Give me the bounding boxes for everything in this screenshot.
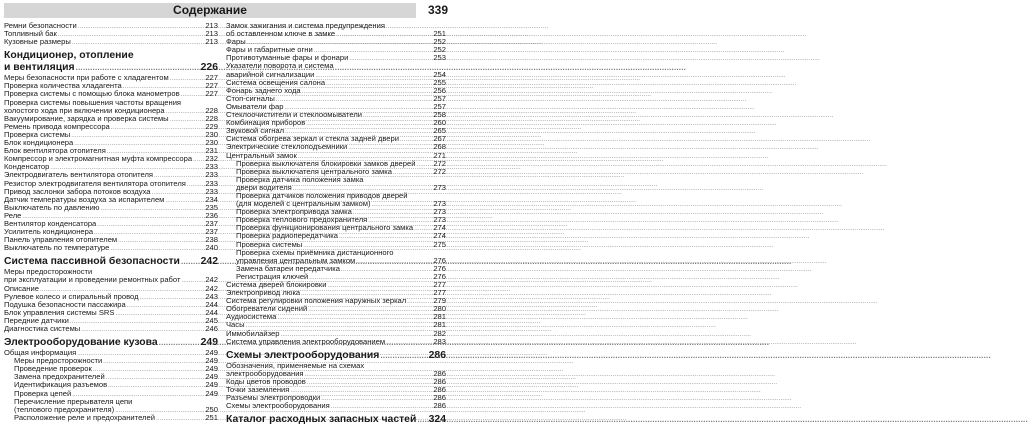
toc-entry-title: Точки заземления: [226, 385, 290, 395]
toc-leader-dots: [309, 274, 432, 282]
toc-entry-page: 242: [200, 256, 218, 268]
toc-entry-page: 251: [205, 412, 218, 422]
toc-entry-page: 229: [205, 121, 218, 131]
toc-entry-page: 286: [433, 385, 446, 395]
toc-entry-page: 286: [433, 401, 446, 411]
toc-entry-page: 286: [433, 368, 446, 378]
toc-leader-dots: [118, 237, 204, 245]
toc-entry-page: 279: [433, 296, 446, 306]
toc-entry-page: 234: [205, 194, 218, 204]
toc-leader-dots: [331, 403, 433, 411]
toc-entry-title: Противотуманные фары и фонари: [226, 53, 349, 63]
toc-entry-page: 249: [205, 364, 218, 374]
toc-entry-title: Проверка цепей: [14, 388, 72, 398]
toc-entry-title: Проверка датчика положения замка: [236, 174, 364, 184]
toc-entry-title: аварийной сигнализации: [226, 69, 315, 79]
toc-entry-page: 230: [205, 138, 218, 148]
toc-entry-page: 268: [433, 142, 446, 152]
toc-entry-title: Рулевое колесо и спиральный провод: [4, 291, 139, 301]
toc-entry-title: Стеклоочистители и стеклоомыватели: [226, 110, 363, 120]
toc-entry-page: 242: [205, 275, 218, 285]
toc-entry-title: Система пассивной безопасности: [4, 256, 180, 268]
toc-entry-page: 251: [433, 29, 446, 39]
toc-entry-title: Идентификация разъемов: [14, 380, 108, 390]
page-header: [0, 0, 450, 22]
toc-entry-page: 235: [205, 202, 218, 212]
toc-leader-dots: [101, 205, 205, 213]
toc-leader-dots: [181, 277, 204, 285]
toc-entry-title: Панель управления отопителем: [4, 235, 118, 245]
toc-entry-title: Проведение проверок: [14, 364, 92, 374]
toc-leader-dots: [407, 298, 432, 306]
toc-entry-page: 227: [205, 73, 218, 83]
toc-entry-title: Кузовные размеры: [4, 37, 71, 47]
toc-entry-page: 249: [205, 372, 218, 382]
toc-entry-page: 232: [205, 154, 218, 164]
toc-entry-title: Фонарь заднего хода: [226, 85, 301, 95]
toc-entry-page: 274: [433, 223, 446, 233]
toc-entry-title: Топливный бак: [4, 29, 57, 39]
toc-entry-page: 249: [200, 337, 218, 349]
toc-leader-dots: [321, 395, 432, 403]
toc-entry-page: 258: [433, 110, 446, 120]
toc-entry-page: 275: [433, 239, 446, 249]
toc-leader-dots: [276, 96, 432, 104]
toc-entry-page: 257: [433, 93, 446, 103]
toc-entry-page: 283: [433, 336, 446, 346]
toc-entry-title: Указатели поворота и система: [226, 61, 334, 71]
toc-leader-dots: [393, 169, 432, 177]
toc-entry-page: 273: [433, 182, 446, 192]
toc-entry-title: Блок кондиционера: [4, 138, 74, 148]
toc-leader-dots: [58, 31, 205, 39]
toc-leader-dots: [339, 233, 432, 241]
toc-entry-title: (теплового предохранителя): [14, 404, 115, 414]
toc-entry: [226, 30, 446, 38]
toc-entry-title: Проверка выключателя блокировки замков дверей: [236, 158, 416, 168]
toc-entry-title: Расположение реле и предохранителей: [14, 412, 155, 422]
toc-entry-title: холостого хода при включении кондиционера: [4, 105, 165, 115]
toc-entry-page: 286: [433, 393, 446, 403]
toc-leader-dots: [308, 306, 432, 314]
toc-entry-page: 249: [205, 348, 218, 358]
toc-leader-dots: [380, 350, 427, 362]
toc-leader-dots: [170, 75, 205, 83]
toc-leader-dots: [93, 366, 204, 374]
toc-entry-title: Компрессор и электромагнитная муфта компрессора: [4, 154, 193, 164]
toc-entry-page: 237: [205, 227, 218, 237]
toc-leader-dots: [166, 108, 205, 116]
toc-entry-title: Замок зажигания и система предупреждения: [226, 21, 385, 30]
toc-entry-page: 286: [433, 376, 446, 386]
toc-leader-dots: [106, 374, 205, 382]
toc-leader-dots: [111, 124, 205, 132]
toc-entry-title: Меры безопасности при работе с хладагентом: [4, 73, 169, 83]
toc-entry-title: Ремень привода компрессора: [4, 121, 110, 131]
toc-leader-dots: [140, 294, 205, 302]
toc-leader-dots: [400, 136, 432, 144]
toc-entry-title: Электрооборудование кузова: [4, 337, 158, 349]
toc-leader-dots: [170, 116, 205, 124]
toc-entry: [4, 414, 218, 422]
toc-leader-dots: [127, 302, 205, 310]
toc-entry-page: 249: [205, 356, 218, 366]
toc-entry-title: Привод заслонки забора потоков воздуха: [4, 186, 151, 196]
toc-entry-title: Каталог расходных запасных частей: [226, 414, 417, 426]
toc-leader-dots: [181, 91, 205, 99]
toc-entry-title: Подушка безопасности пассажира: [4, 299, 126, 309]
toc-entry-page: 277: [433, 288, 446, 298]
toc-entry-page: 282: [433, 328, 446, 338]
toc-entry-title: Датчик температуры воздуха за испарителем: [4, 194, 165, 204]
toc-column-right: [226, 21, 446, 426]
toc-entry-title: Стоп-сигналы: [226, 93, 275, 103]
toc-entry-title: Комбинация приборов: [226, 118, 306, 128]
toc-leader-dots: [277, 314, 432, 322]
toc-entry-page: 250: [205, 404, 218, 414]
toc-section-heading: [4, 50, 218, 62]
toc-entry-title: Выключатель по температуре: [4, 243, 110, 253]
toc-entry-page: 227: [205, 81, 218, 91]
toc-entry-title: Резистор электродвигателя вентилятора отопителя: [4, 178, 186, 188]
toc-entry-page: 260: [433, 118, 446, 128]
toc-entry-page: 233: [205, 162, 218, 172]
toc-leader-dots: [78, 23, 205, 31]
toc-entry-title: двери водителя: [236, 182, 292, 192]
toc-entry-title: Система освещения салона: [226, 77, 326, 87]
toc-leader-dots: [110, 245, 204, 253]
toc-entry: [4, 244, 218, 252]
toc-entry-title: Регистрация ключей: [236, 271, 309, 281]
toc-entry-page: 273: [433, 199, 446, 209]
toc-entry-title: Обозначения, применяемые на схемах: [226, 360, 365, 370]
toc-entry-title: Перечисление прерывателя цепи: [14, 396, 133, 406]
toc-entry-title: Реле: [4, 210, 22, 220]
toc-entry-page: 249: [205, 380, 218, 390]
toc-entry-page: 233: [205, 186, 218, 196]
toc-entry-title: Обогреватели сидений: [226, 304, 308, 314]
toc-leader-dots: [70, 318, 204, 326]
toc-entry-title: Проверка датчиков положения приводов дверей: [236, 190, 408, 200]
toc-entry-page: 324: [428, 414, 446, 426]
toc-entry-page: 254: [433, 69, 446, 79]
toc-leader-dots: [302, 88, 433, 96]
toc-entry-page: 237: [205, 218, 218, 228]
toc-entry-page: 280: [433, 304, 446, 314]
toc-entry-title: Система регулировки положения наружных зеркал: [226, 296, 407, 306]
toc-entry-page: 271: [433, 150, 446, 160]
toc-leader-dots: [305, 371, 433, 379]
toc-entry-page: 265: [433, 126, 446, 136]
toc-leader-dots: [71, 132, 204, 140]
toc-entry-title: Схемы электрооборудования: [226, 401, 330, 411]
toc-entry-title: Замена предохранителей: [14, 372, 105, 382]
toc-leader-dots: [417, 414, 427, 426]
toc-entry-page: 253: [433, 53, 446, 63]
toc-entry-page: 242: [205, 283, 218, 293]
toc-entry-title: Система обогрева зеркал и стекла задней двери: [226, 134, 399, 144]
toc-entry-title: Проверка радиопередатчика: [236, 231, 338, 241]
toc-entry-page: 244: [205, 299, 218, 309]
toc-entry-title: Электрические стеклоподъемники: [226, 142, 348, 152]
toc-leader-dots: [336, 31, 432, 39]
toc-entry-page: 272: [433, 166, 446, 176]
toc-leader-dots: [386, 339, 432, 347]
toc-leader-dots: [349, 55, 432, 63]
toc-entry-page: 272: [433, 158, 446, 168]
toc-entry-page: 228: [205, 105, 218, 115]
toc-section-heading: [226, 350, 446, 362]
toc-entry-title: Система управления электрооборудованием: [226, 336, 386, 346]
toc-entry-page: 213: [205, 37, 218, 47]
toc-leader-dots: [165, 197, 204, 205]
toc-entry: [4, 325, 218, 333]
toc-entry-title: Меры предосторожности: [4, 267, 93, 277]
toc-entry-page: 236: [205, 210, 218, 220]
toc-entry-page: 213: [205, 21, 218, 30]
toc-entry-title: Проверка функционирования центрального замка: [236, 223, 414, 233]
toc-entry-page: 267: [433, 134, 446, 144]
toc-entry-title: и вентиляция: [4, 62, 75, 74]
toc-leader-dots: [416, 161, 432, 169]
toc-entry-title: при эксплуатации и проведении ремонтных работ: [4, 275, 181, 285]
toc-entry-page: 273: [433, 207, 446, 217]
toc-entry-title: Система дверей блокировки: [226, 280, 327, 289]
toc-entry-page: 276: [433, 263, 446, 273]
toc-entry-title: Ремни безопасности: [4, 21, 77, 30]
toc-entry-title: электрооборудования: [226, 368, 304, 378]
toc-entry-page: 240: [205, 243, 218, 253]
toc-entry-page: 286: [428, 349, 446, 361]
toc-leader-dots: [97, 221, 204, 229]
toc-entry-title: Часы: [226, 320, 245, 330]
toc-entry-title: Проверка системы: [4, 129, 71, 139]
toc-leader-dots: [181, 256, 200, 268]
toc-entry-title: Аудиосистема: [226, 312, 277, 322]
toc-leader-dots: [81, 326, 204, 334]
toc-entry: [226, 313, 446, 321]
toc-entry-title: Электропривод люка: [226, 288, 301, 298]
toc-entry-page: 276: [433, 271, 446, 281]
toc-entry-title: (для моделей с центральным замком): [236, 199, 371, 209]
toc-entry-page: 252: [433, 45, 446, 55]
toc-entry-title: Выключатель по давлению: [4, 202, 100, 212]
toc-entry-title: Меры предосторожности: [14, 356, 103, 366]
toc-leader-dots: [103, 358, 204, 366]
toc-leader-dots: [348, 144, 432, 152]
toc-leader-dots: [363, 112, 432, 120]
page-title: Содержание: [173, 3, 247, 17]
toc-entry-title: Вакуумирование, зарядка и проверка системы: [4, 113, 169, 123]
toc-entry: [4, 204, 218, 212]
toc-entry-title: Звуковой сигнал: [226, 126, 285, 136]
toc-entry-page: 274: [433, 231, 446, 241]
toc-entry-page: 252: [433, 37, 446, 47]
toc-entry-title: Проверка электропривода замка: [236, 207, 352, 217]
toc-entry-title: Вентилятор конденсатора: [4, 218, 97, 228]
toc-entry-title: Проверка системы: [236, 239, 303, 249]
toc-entry-title: Проверка системы повышения частоты вращения: [4, 97, 182, 107]
toc-entry-title: Диагностика системы: [4, 324, 81, 333]
toc-entry-title: Фары и габаритные огни: [226, 45, 313, 55]
toc-entry-title: Электродвигатель вентилятора отопителя: [4, 170, 153, 180]
toc-entry-title: Разъемы электропроводки: [226, 393, 321, 403]
toc-entry-title: Иммобилайзер: [226, 328, 280, 338]
toc-entry-page: 255: [433, 77, 446, 87]
toc-entry-page: 276: [433, 255, 446, 265]
toc-entry-title: Замена батареи передатчика: [236, 263, 340, 273]
toc-entry-title: Кондиционер, отопление: [4, 50, 134, 62]
toc-leader-dots: [115, 310, 204, 318]
page-number: 339: [427, 3, 448, 17]
toc-entry-page: 245: [205, 315, 218, 325]
toc-entry-title: Проверка системы с помощью блока манометров: [4, 89, 180, 99]
toc-leader-dots: [372, 201, 433, 209]
toc-entry-page: 257: [433, 101, 446, 111]
toc-entry-page: 238: [205, 235, 218, 245]
toc-entry-page: 228: [205, 113, 218, 123]
toc-entry-title: Описание: [4, 283, 39, 293]
toc-entry-title: Блок управления системы SRS: [4, 307, 115, 317]
toc-column-left: [4, 21, 218, 422]
toc-leader-dots: [307, 379, 433, 387]
toc-entry-title: Передние датчики: [4, 315, 69, 325]
toc-entry-page: 256: [433, 85, 446, 95]
toc-entry-page: 273: [433, 215, 446, 225]
toc-entry: [226, 402, 446, 410]
toc-leader-dots: [326, 80, 432, 88]
toc-leader-dots: [108, 382, 204, 390]
toc-entry-title: Конденсатор: [4, 162, 50, 172]
toc-entry-title: Схемы электрооборудования: [226, 349, 380, 361]
toc-leader-dots: [159, 337, 200, 349]
toc-entry-page: 246: [205, 324, 218, 333]
toc-entry: [4, 38, 218, 46]
toc-leader-dots: [341, 266, 432, 274]
toc-leader-dots: [156, 415, 204, 423]
toc-entry-title: Центральный замок: [226, 150, 297, 160]
toc-entry-title: управления центральным замком: [236, 255, 356, 265]
toc-entry-page: 233: [205, 178, 218, 188]
toc-entry-title: Омыватели фар: [226, 101, 284, 111]
toc-entry-title: Коды цветов проводов: [226, 376, 306, 386]
toc-leader-dots: [187, 181, 204, 189]
toc-entry-title: Блок вентилятора отопителя: [4, 146, 106, 156]
toc-entry-page: 227: [205, 89, 218, 99]
toc-entry-page: 277: [433, 280, 446, 289]
toc-section-heading: [226, 414, 446, 426]
toc-entry-title: Общая информация: [4, 348, 77, 358]
toc-entry-page: 230: [205, 129, 218, 139]
toc-entry-page: 226: [200, 62, 218, 74]
toc-entry-title: об оставленном ключе в замке: [226, 29, 336, 39]
toc-leader-dots: [72, 39, 205, 47]
toc-leader-dots: [356, 258, 432, 266]
toc-entry-title: Усилитель кондиционера: [4, 227, 94, 237]
toc-entry-title: Проверка схемы приёмника дистанционного: [236, 247, 394, 257]
toc-entry-page: 281: [433, 320, 446, 330]
toc-leader-dots: [315, 72, 432, 80]
toc-leader-dots: [193, 156, 204, 164]
toc-entry-title: Проверка теплового предохранителя: [236, 215, 368, 225]
toc-entry-page: 243: [205, 291, 218, 301]
toc-entry-page: 233: [205, 170, 218, 180]
toc-entry-page: 244: [205, 307, 218, 317]
toc-entry-title: Фары: [226, 37, 246, 47]
toc-entry-title: Проверка выключателя центрального замка: [236, 166, 392, 176]
toc-entry: [226, 338, 446, 346]
toc-leader-dots: [306, 120, 432, 128]
toc-entry-page: 213: [205, 29, 218, 39]
toc-leader-dots: [414, 225, 432, 233]
toc-leader-dots: [327, 282, 432, 290]
toc-entry-title: Проверка количества хладагента: [4, 81, 122, 91]
toc-entry-page: 281: [433, 312, 446, 322]
toc-entry-page: 231: [205, 146, 218, 156]
toc-entry-page: 249: [205, 388, 218, 398]
